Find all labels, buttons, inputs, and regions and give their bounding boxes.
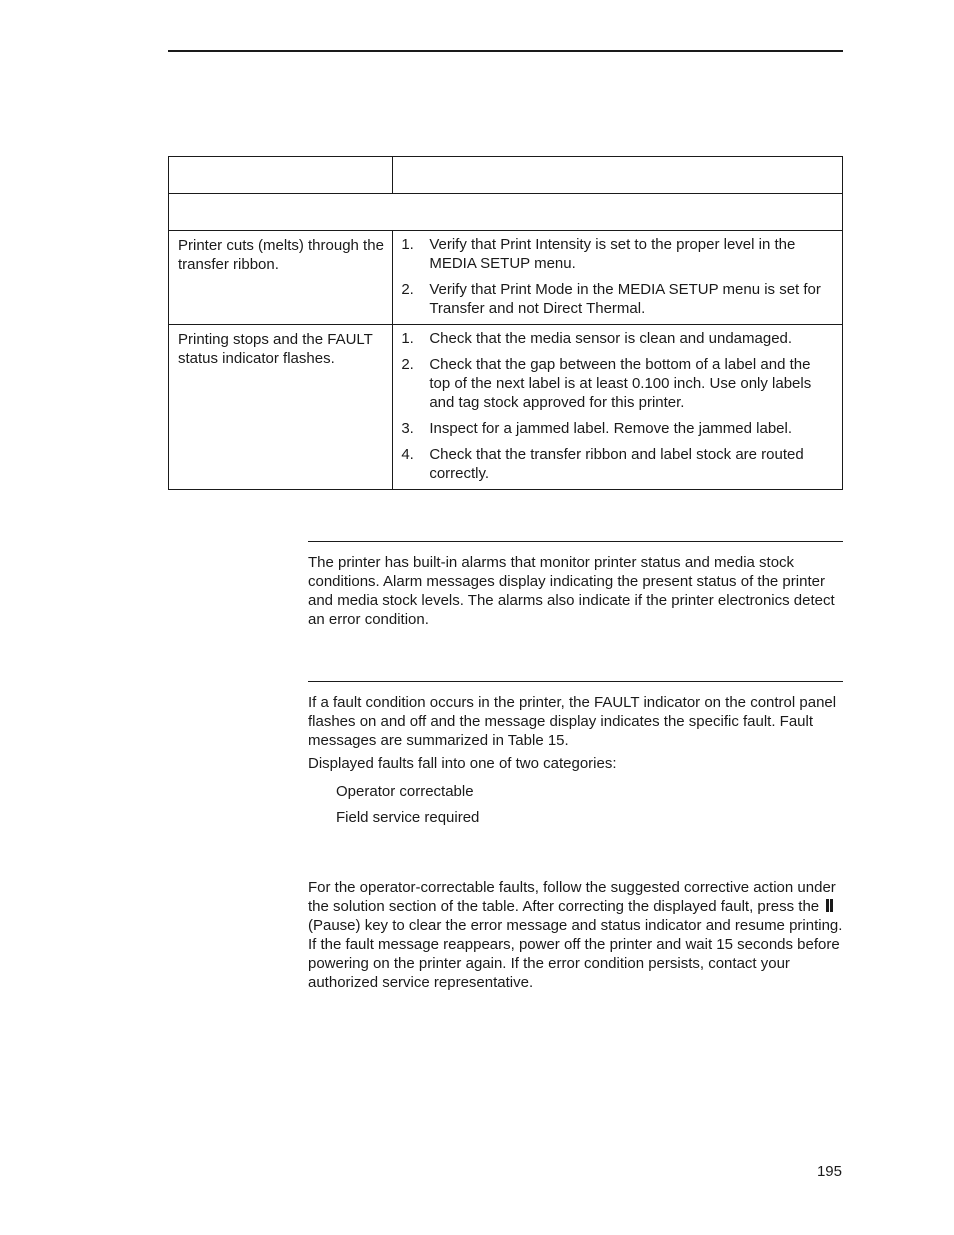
table-row (169, 231, 843, 325)
problem-cell: Printer cuts (melts) through the transfer ribbon. (169, 231, 393, 325)
step-number: 1. (401, 330, 414, 347)
step-text: Inspect for a jammed label. Remove the jammed label. (429, 420, 793, 437)
step-text: Verify that Print Intensity is set to the proper level in the MEDIA SETUP menu. (429, 236, 796, 272)
pause-icon (825, 899, 834, 912)
table-subheader (169, 194, 843, 231)
step-number: 2. (401, 281, 414, 298)
solution-steps (401, 329, 834, 483)
solution-step (401, 235, 834, 273)
solution-step (401, 419, 834, 438)
step-number: 4. (401, 446, 414, 463)
solution-step (401, 329, 834, 348)
step-text: Check that the transfer ribbon and label stock are routed correctly. (429, 446, 804, 482)
page-number: 195 (816, 1163, 842, 1180)
fault-category-item: Field service required (336, 809, 480, 826)
step-number: 2. (401, 356, 414, 373)
alarms-paragraph: The printer has built-in alarms that monitor printer status and media stock conditions. Alarm messages display indicating the present status of the printer and media stock levels. The alarms also indicate if the printer electronics detect an error condition. (308, 554, 835, 628)
step-text: Check that the gap between the bottom of a label and the top of the next label is at least 0.100 inch. Use only labels and tag stock approved for this printer. (429, 356, 812, 411)
table-subheader-row (169, 194, 843, 231)
step-text: Check that the media sensor is clean and undamaged. (429, 330, 793, 347)
table-header-row (169, 157, 843, 194)
table-header-problem (169, 157, 393, 194)
table-header-solution (393, 157, 843, 194)
solution-step (401, 445, 834, 483)
solution-step (401, 280, 834, 318)
operator-faults-text-start: For the operator-correctable faults, follow the suggested corrective action under the solution section of the table. After correcting the displayed fault, press the (308, 879, 836, 915)
table-row (169, 325, 843, 490)
solution-cell (393, 325, 843, 490)
solution-cell (393, 231, 843, 325)
faults-categories-intro: Displayed faults fall into one of two categories: (308, 755, 617, 772)
step-number: 3. (401, 420, 414, 437)
step-text: Verify that Print Mode in the MEDIA SETUP menu is set for Transfer and not Direct Thermal. (429, 281, 821, 317)
step-number: 1. (401, 236, 414, 253)
alarms-section-rule (308, 541, 843, 542)
problem-cell: Printing stops and the FAULT status indicator flashes. (169, 325, 393, 490)
solution-steps (401, 235, 834, 318)
operator-faults-paragraph (308, 878, 843, 992)
fault-category-item: Operator correctable (336, 783, 474, 800)
faults-section-rule (308, 681, 843, 682)
solution-step (401, 355, 834, 412)
operator-faults-text-end: (Pause) key to clear the error message and status indicator and resume printing. If the fault message reappears, power off the printer and wait 15 seconds before powering on the printer again. If the error condition persists, contact your authorized service representative. (308, 917, 843, 991)
faults-paragraph: If a fault condition occurs in the printer, the FAULT indicator on the control panel flashes on and off and the message display indicates the specific fault. Fault messages are summarized in Table 15. (308, 694, 837, 749)
troubleshooting-table (168, 156, 843, 490)
header-rule (168, 50, 843, 52)
